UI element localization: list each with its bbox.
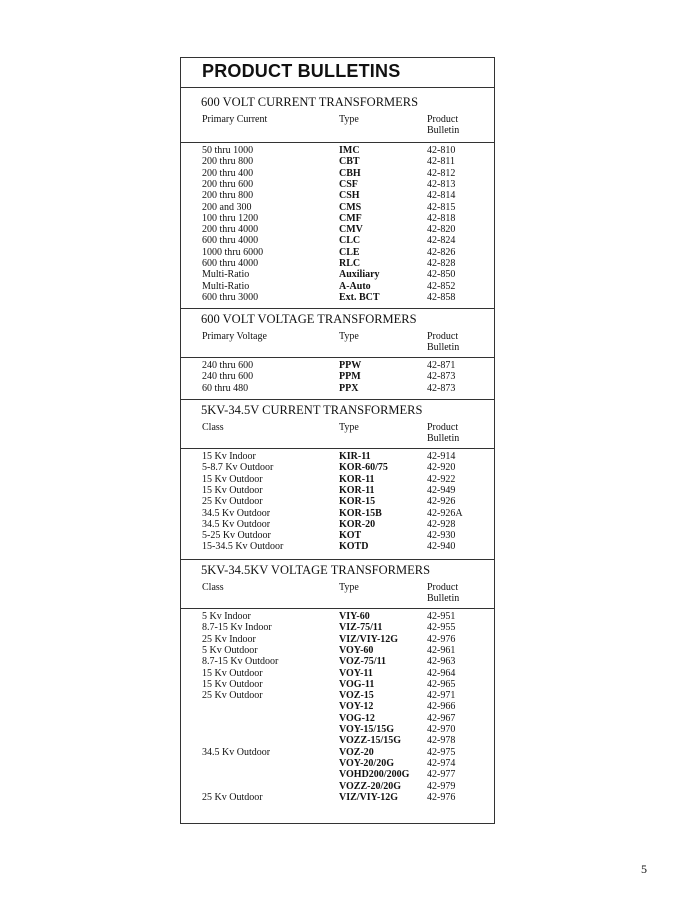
row-type: IMC (339, 145, 360, 156)
table-row (181, 202, 494, 213)
row-type: Auxiliary (339, 269, 380, 281)
table-row (181, 724, 494, 735)
table-row (181, 360, 494, 371)
row-bulletin: 42-810 (427, 145, 456, 156)
row-type: Ext. BCT (339, 291, 380, 303)
table-row (181, 668, 494, 679)
row-type: CMS (339, 201, 362, 213)
row-type: CMF (339, 212, 362, 224)
row-type: VOZZ-15/15G (339, 735, 402, 747)
row-bulletin: 42-873 (427, 382, 456, 394)
row-rating: 34.5 Kv Outdoor (202, 518, 271, 530)
table-row (181, 213, 494, 224)
row-rating: 5-25 Kv Outdoor (202, 530, 271, 542)
row-type: KOR-11 (339, 484, 375, 496)
section-divider (181, 399, 494, 400)
row-bulletin: 42-965 (427, 678, 456, 690)
row-bulletin: 42-811 (427, 156, 455, 168)
row-bulletin: 42-961 (427, 644, 456, 656)
table-row (181, 634, 494, 645)
column-header: Bulletin (427, 125, 460, 136)
table-row (181, 519, 494, 530)
row-bulletin: 42-914 (427, 451, 456, 462)
table-row (181, 371, 494, 382)
row-rating: 200 thru 600 (202, 178, 254, 190)
row-type: VOZ-75/11 (339, 656, 387, 668)
table-row (181, 292, 494, 303)
column-header: Bulletin (427, 433, 460, 444)
row-type: CLC (339, 235, 361, 247)
table-row (181, 758, 494, 769)
row-rating: 15-34.5 Kv Outdoor (202, 541, 284, 553)
row-rating: 5 Kv Outdoor (202, 644, 258, 656)
table-row (181, 508, 494, 519)
row-type: KOR-20 (339, 518, 376, 530)
table-row (181, 735, 494, 746)
row-bulletin: 42-978 (427, 735, 456, 747)
row-type: CLE (339, 246, 360, 258)
row-type: KOR-15B (339, 507, 382, 519)
row-type: VIZ/VIY-12G (339, 791, 399, 803)
row-bulletin: 42-966 (427, 701, 456, 713)
table-row (181, 713, 494, 724)
section-title: 5KV-34.5KV VOLTAGE TRANSFORMERS (201, 563, 431, 577)
row-bulletin: 42-820 (427, 224, 456, 236)
table-row (181, 530, 494, 541)
row-type: PPM (339, 371, 361, 383)
row-rating: 600 thru 3000 (202, 291, 259, 303)
row-type: KIR-11 (339, 451, 371, 462)
header-divider (181, 357, 494, 358)
column-header: Bulletin (427, 342, 460, 353)
row-rating: 240 thru 600 (202, 371, 254, 383)
table-row (181, 258, 494, 269)
column-header: Product (427, 114, 459, 125)
column-header: Type (339, 114, 359, 125)
row-type: VOZ-20 (339, 746, 374, 758)
row-bulletin: 42-826 (427, 246, 456, 258)
row-rating: 200 thru 4000 (202, 224, 259, 236)
row-rating: 5-8.7 Kv Outdoor (202, 462, 274, 474)
row-type: CSF (339, 178, 358, 190)
row-type: VOY-60 (339, 644, 374, 656)
row-rating: 8.7-15 Kv Indoor (202, 622, 272, 634)
row-rating: 600 thru 4000 (202, 258, 259, 269)
row-bulletin: 42-858 (427, 291, 456, 303)
row-bulletin: 42-814 (427, 190, 456, 202)
row-type: A-Auto (339, 280, 371, 292)
column-header: Product (427, 582, 459, 593)
column-header: Class (202, 582, 224, 593)
row-type: KOR-11 (339, 473, 375, 485)
row-bulletin: 42-928 (427, 518, 456, 530)
table-row (181, 541, 494, 552)
section-title: 600 VOLT VOLTAGE TRANSFORMERS (201, 312, 417, 326)
row-type: KOR-15 (339, 496, 376, 508)
row-bulletin: 42-930 (427, 530, 456, 542)
title-divider (181, 87, 494, 88)
table-row (181, 792, 494, 803)
row-type: KOTD (339, 541, 369, 553)
table-row (181, 496, 494, 507)
row-type: VOY-12 (339, 701, 374, 713)
column-header: Type (339, 331, 359, 342)
page-number: 5 (641, 862, 647, 876)
row-bulletin: 42-871 (427, 360, 456, 371)
row-rating: 50 thru 1000 (202, 145, 254, 156)
table-row (181, 645, 494, 656)
column-header: Product (427, 422, 459, 433)
row-type: VIY-60 (339, 611, 370, 622)
table-row (181, 224, 494, 235)
row-rating: 100 thru 1200 (202, 212, 259, 224)
row-type: CSH (339, 190, 360, 202)
row-type: CBH (339, 167, 361, 179)
column-header: Type (339, 582, 359, 593)
row-type: VOZZ-20/20G (339, 780, 402, 792)
row-bulletin: 42-963 (427, 656, 456, 668)
row-type: CMV (339, 224, 363, 236)
row-rating: 200 thru 800 (202, 190, 254, 202)
row-type: KOR-60/75 (339, 462, 388, 474)
row-rating: 25 Kv Outdoor (202, 690, 263, 702)
row-rating: 25 Kv Indoor (202, 633, 256, 645)
table-row (181, 451, 494, 462)
row-bulletin: 42-974 (427, 757, 456, 769)
table-row (181, 145, 494, 156)
row-bulletin: 42-852 (427, 280, 456, 292)
table-row (181, 156, 494, 167)
row-rating: 240 thru 600 (202, 360, 254, 371)
row-bulletin: 42-920 (427, 462, 456, 474)
table-row (181, 190, 494, 201)
row-rating: 1000 thru 6000 (202, 246, 264, 258)
row-type: VOY-20/20G (339, 757, 394, 769)
row-bulletin: 42-977 (427, 769, 456, 781)
row-rating: 15 Kv Outdoor (202, 667, 263, 679)
table-row (181, 656, 494, 667)
row-bulletin: 42-815 (427, 201, 456, 213)
row-bulletin: 42-873 (427, 371, 456, 383)
table-row (181, 485, 494, 496)
table-row (181, 474, 494, 485)
row-bulletin: 42-970 (427, 724, 456, 735)
row-type: VIZ/VIY-12G (339, 633, 399, 645)
row-type: PPW (339, 360, 362, 371)
row-rating: 8.7-15 Kv Outdoor (202, 656, 279, 668)
row-bulletin: 42-926A (427, 507, 463, 519)
row-bulletin: 42-922 (427, 473, 456, 485)
table-row (181, 611, 494, 622)
row-bulletin: 42-955 (427, 622, 456, 634)
row-rating: 34.5 Kv Outdoor (202, 746, 271, 758)
row-bulletin: 42-813 (427, 178, 456, 190)
section-divider (181, 559, 494, 560)
row-type: RLC (339, 258, 361, 269)
row-rating: 200 and 300 (202, 201, 252, 213)
row-rating: Multi-Ratio (202, 280, 250, 292)
row-type: VOHD200/200G (339, 769, 410, 781)
table-row (181, 690, 494, 701)
table-row (181, 462, 494, 473)
column-header: Product (427, 331, 459, 342)
row-bulletin: 42-949 (427, 484, 456, 496)
table-row (181, 747, 494, 758)
row-rating: 15 Kv Outdoor (202, 484, 263, 496)
table-row (181, 701, 494, 712)
row-bulletin: 42-812 (427, 167, 456, 179)
row-bulletin: 42-818 (427, 212, 456, 224)
row-type: PPX (339, 382, 359, 394)
table-row (181, 781, 494, 792)
section-title: 5KV-34.5V CURRENT TRANSFORMERS (201, 403, 423, 417)
table-row (181, 383, 494, 394)
row-rating: 200 thru 400 (202, 167, 254, 179)
section-divider (181, 308, 494, 309)
row-bulletin: 42-971 (427, 690, 456, 702)
row-rating: 15 Kv Outdoor (202, 678, 263, 690)
row-bulletin: 42-967 (427, 712, 456, 724)
row-bulletin: 42-976 (427, 791, 456, 803)
row-type: KOT (339, 530, 362, 542)
table-row (181, 247, 494, 258)
row-rating: 5 Kv Indoor (202, 611, 251, 622)
table-row (181, 168, 494, 179)
table-row (181, 281, 494, 292)
column-header: Primary Current (202, 114, 268, 125)
column-header: Bulletin (427, 593, 460, 604)
row-bulletin: 42-975 (427, 746, 456, 758)
row-rating: Multi-Ratio (202, 269, 250, 281)
row-rating: 600 thru 4000 (202, 235, 259, 247)
row-rating: 15 Kv Outdoor (202, 473, 263, 485)
header-divider (181, 608, 494, 609)
row-type: VOG-11 (339, 678, 375, 690)
row-bulletin: 42-976 (427, 633, 456, 645)
row-type: VOY-15/15G (339, 724, 394, 735)
row-rating: 25 Kv Outdoor (202, 791, 263, 803)
row-type: VOG-12 (339, 712, 375, 724)
table-row (181, 769, 494, 780)
row-bulletin: 42-940 (427, 541, 456, 553)
row-type: CBT (339, 156, 360, 168)
row-bulletin: 42-926 (427, 496, 456, 508)
bulletins-table (180, 57, 495, 824)
column-header: Class (202, 422, 224, 433)
row-bulletin: 42-824 (427, 235, 456, 247)
table-row (181, 269, 494, 280)
table-row (181, 679, 494, 690)
row-type: VIZ-75/11 (339, 622, 383, 634)
table-row (181, 179, 494, 190)
row-rating: 200 thru 800 (202, 156, 254, 168)
row-bulletin: 42-850 (427, 269, 456, 281)
row-rating: 15 Kv Indoor (202, 451, 256, 462)
page-title: PRODUCT BULLETINS (202, 61, 401, 81)
row-type: VOY-11 (339, 667, 373, 679)
section-title: 600 VOLT CURRENT TRANSFORMERS (201, 95, 419, 109)
table-row (181, 235, 494, 246)
column-header: Type (339, 422, 359, 433)
column-header: Primary Voltage (202, 331, 267, 342)
row-type: VOZ-15 (339, 690, 374, 702)
row-rating: 25 Kv Outdoor (202, 496, 263, 508)
header-divider (181, 142, 494, 143)
row-rating: 34.5 Kv Outdoor (202, 507, 271, 519)
row-bulletin: 42-828 (427, 258, 456, 269)
row-bulletin: 42-964 (427, 667, 456, 679)
header-divider (181, 448, 494, 449)
row-bulletin: 42-951 (427, 611, 456, 622)
row-bulletin: 42-979 (427, 780, 456, 792)
table-row (181, 622, 494, 633)
row-rating: 60 thru 480 (202, 382, 249, 394)
